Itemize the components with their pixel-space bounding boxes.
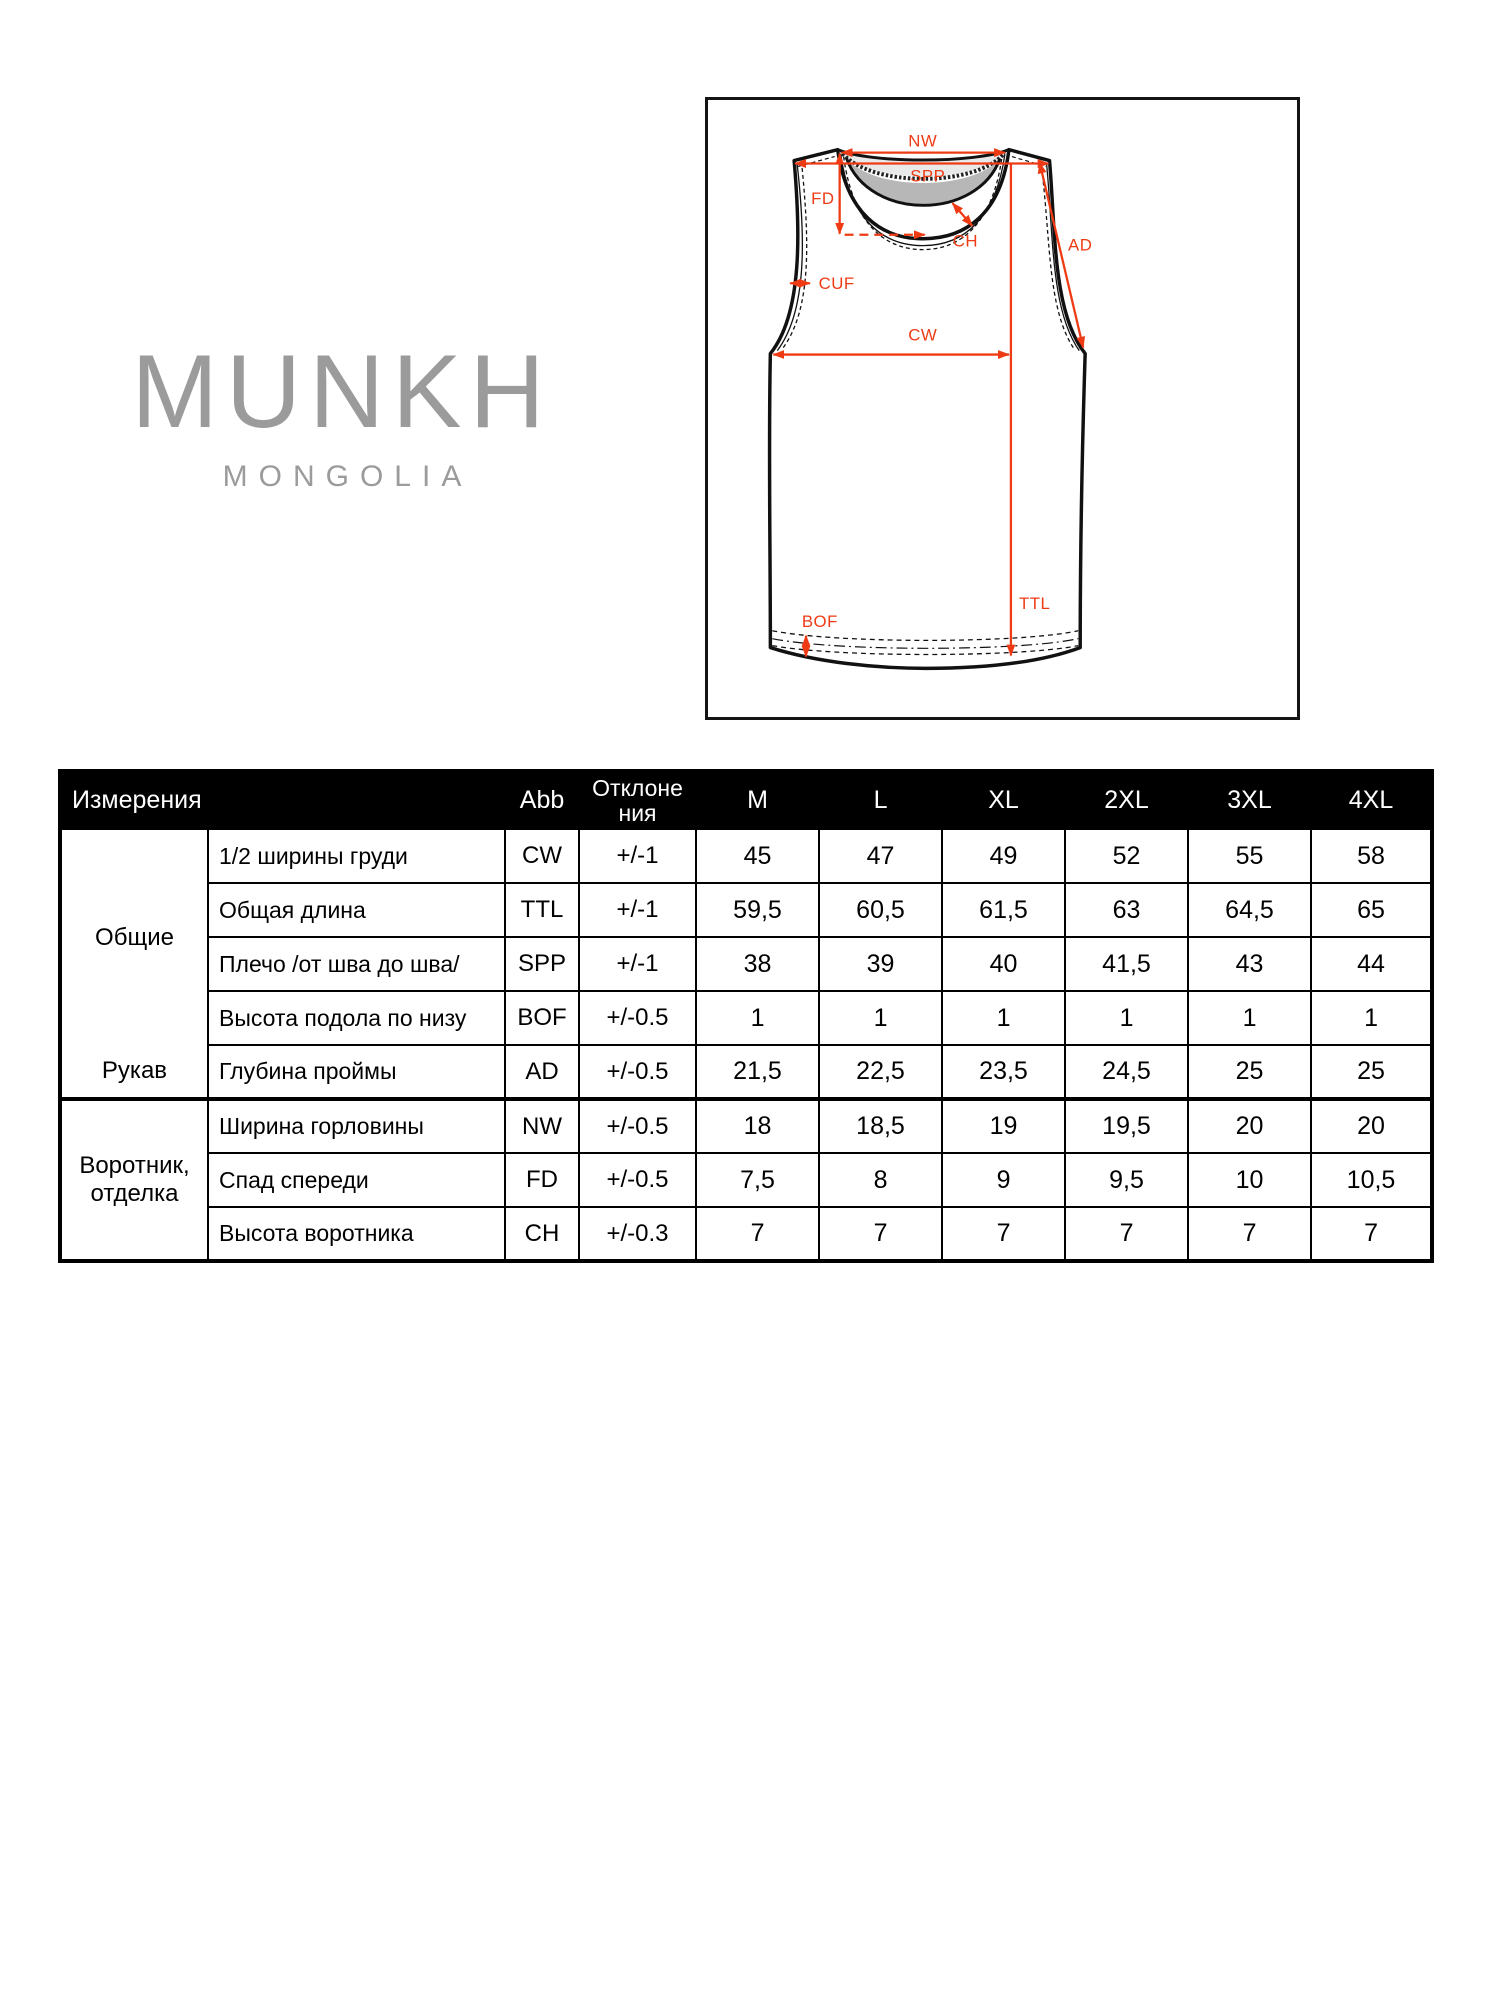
- header-size-m: M: [696, 771, 819, 829]
- size-value-cell: 65: [1311, 883, 1432, 937]
- size-value-cell: 25: [1188, 1045, 1311, 1099]
- size-value-cell: 47: [819, 829, 942, 883]
- size-value-cell: 58: [1311, 829, 1432, 883]
- deviation-cell: +/-0.3: [579, 1207, 696, 1261]
- size-value-cell: 1: [1311, 991, 1432, 1045]
- table-row-cw: [60, 829, 1432, 883]
- fd-label: FD: [811, 189, 835, 209]
- header-deviation-line1: Отклоне: [592, 775, 683, 802]
- size-value-cell: 60,5: [819, 883, 942, 937]
- size-value-cell: 19: [942, 1099, 1065, 1153]
- measurements-table: [58, 769, 1434, 1263]
- abbreviation-cell: FD: [505, 1153, 579, 1207]
- size-value-cell: 40: [942, 937, 1065, 991]
- header-size-xl: XL: [942, 771, 1065, 829]
- size-value-cell: 7: [819, 1207, 942, 1261]
- nw-label: NW: [908, 131, 938, 151]
- abbreviation-cell: CH: [505, 1207, 579, 1261]
- header-size-2xl: 2XL: [1065, 771, 1188, 829]
- size-value-cell: 22,5: [819, 1045, 942, 1099]
- size-value-cell: 63: [1065, 883, 1188, 937]
- size-value-cell: 7: [1065, 1207, 1188, 1261]
- header-size-l: L: [819, 771, 942, 829]
- size-value-cell: 19,5: [1065, 1099, 1188, 1153]
- size-value-cell: 7: [942, 1207, 1065, 1261]
- size-value-cell: 49: [942, 829, 1065, 883]
- size-value-cell: 43: [1188, 937, 1311, 991]
- brand-subtitle: MONGOLIA: [222, 460, 473, 493]
- size-value-cell: 59,5: [696, 883, 819, 937]
- tank-top-diagram: [708, 100, 1297, 717]
- size-value-cell: 39: [819, 937, 942, 991]
- size-value-cell: 10: [1188, 1153, 1311, 1207]
- size-value-cell: 23,5: [942, 1045, 1065, 1099]
- header-abb: Abb: [505, 771, 579, 829]
- header-size-3xl: 3XL: [1188, 771, 1311, 829]
- abbreviation-cell: TTL: [505, 883, 579, 937]
- size-value-cell: 7: [696, 1207, 819, 1261]
- brand-logo: [42, 334, 642, 494]
- garment-diagram-box: [705, 97, 1300, 720]
- table-row-fd: [60, 1153, 1432, 1207]
- size-value-cell: 61,5: [942, 883, 1065, 937]
- bof-label: BOF: [801, 611, 838, 631]
- size-value-cell: 24,5: [1065, 1045, 1188, 1099]
- tank-top-outline: [769, 150, 1085, 669]
- size-value-cell: 10,5: [1311, 1153, 1432, 1207]
- ttl-label: TTL: [1018, 593, 1051, 613]
- table-row-ad: [60, 1045, 1432, 1099]
- measurement-name-cell: Ширина горловины: [208, 1099, 505, 1153]
- size-value-cell: 18,5: [819, 1099, 942, 1153]
- abbreviation-cell: CW: [505, 829, 579, 883]
- size-value-cell: 25: [1311, 1045, 1432, 1099]
- ch-label: CH: [952, 231, 979, 251]
- measurement-name-cell: Глубина проймы: [208, 1045, 505, 1099]
- size-value-cell: 7: [1188, 1207, 1311, 1261]
- deviation-cell: +/-0.5: [579, 991, 696, 1045]
- size-value-cell: 1: [819, 991, 942, 1045]
- size-table-section: [58, 769, 1434, 1263]
- deviation-cell: +/-1: [579, 883, 696, 937]
- size-value-cell: 44: [1311, 937, 1432, 991]
- table-header-row: [60, 771, 1432, 829]
- table-row-ttl: [60, 883, 1432, 937]
- deviation-cell: +/-1: [579, 937, 696, 991]
- size-value-cell: 7,5: [696, 1153, 819, 1207]
- header-deviation-line2: ния: [618, 799, 657, 826]
- size-value-cell: 52: [1065, 829, 1188, 883]
- abbreviation-cell: AD: [505, 1045, 579, 1099]
- brand-name: MUNKH: [131, 334, 553, 450]
- size-value-cell: 1: [1188, 991, 1311, 1045]
- size-value-cell: 21,5: [696, 1045, 819, 1099]
- size-value-cell: 1: [696, 991, 819, 1045]
- size-value-cell: 7: [1311, 1207, 1432, 1261]
- size-value-cell: 1: [1065, 991, 1188, 1045]
- size-value-cell: 38: [696, 937, 819, 991]
- size-value-cell: 18: [696, 1099, 819, 1153]
- size-value-cell: 9: [942, 1153, 1065, 1207]
- size-value-cell: 45: [696, 829, 819, 883]
- abbreviation-cell: NW: [505, 1099, 579, 1153]
- size-value-cell: 8: [819, 1153, 942, 1207]
- group-cell-general: Общие: [60, 829, 208, 1045]
- table-row-nw: [60, 1099, 1432, 1153]
- size-value-cell: 20: [1311, 1099, 1432, 1153]
- measurement-name-cell: Спад спереди: [208, 1153, 505, 1207]
- size-value-cell: 41,5: [1065, 937, 1188, 991]
- group-cell-sleeve: Рукав: [60, 1045, 208, 1099]
- size-value-cell: 64,5: [1188, 883, 1311, 937]
- table-row-ch: [60, 1207, 1432, 1261]
- measurement-name-cell: Высота подола по низу: [208, 991, 505, 1045]
- group-cell-collar: Воротник, отделка: [60, 1099, 208, 1261]
- measurement-name-cell: 1/2 ширины груди: [208, 829, 505, 883]
- abbreviation-cell: BOF: [505, 991, 579, 1045]
- ad-label: AD: [1068, 235, 1093, 255]
- deviation-cell: +/-0.5: [579, 1099, 696, 1153]
- ch-measure-line: [953, 203, 973, 226]
- table-row-spp: [60, 937, 1432, 991]
- table-row-bof: [60, 991, 1432, 1045]
- cw-label: CW: [908, 325, 938, 345]
- deviation-cell: +/-0.5: [579, 1153, 696, 1207]
- size-value-cell: 55: [1188, 829, 1311, 883]
- deviation-cell: +/-0.5: [579, 1045, 696, 1099]
- header-measurements: Измерения: [60, 771, 505, 829]
- deviation-cell: +/-1: [579, 829, 696, 883]
- header-size-4xl: 4XL: [1311, 771, 1432, 829]
- size-value-cell: 9,5: [1065, 1153, 1188, 1207]
- cuf-label: CUF: [818, 274, 855, 294]
- header-deviation: [579, 771, 696, 829]
- size-value-cell: 1: [942, 991, 1065, 1045]
- measurement-name-cell: Высота воротника: [208, 1207, 505, 1261]
- size-value-cell: 20: [1188, 1099, 1311, 1153]
- measurement-name-cell: Общая длина: [208, 883, 505, 937]
- abbreviation-cell: SPP: [505, 937, 579, 991]
- spp-label: SPP: [910, 166, 946, 186]
- measurement-name-cell: Плечо /от шва до шва/: [208, 937, 505, 991]
